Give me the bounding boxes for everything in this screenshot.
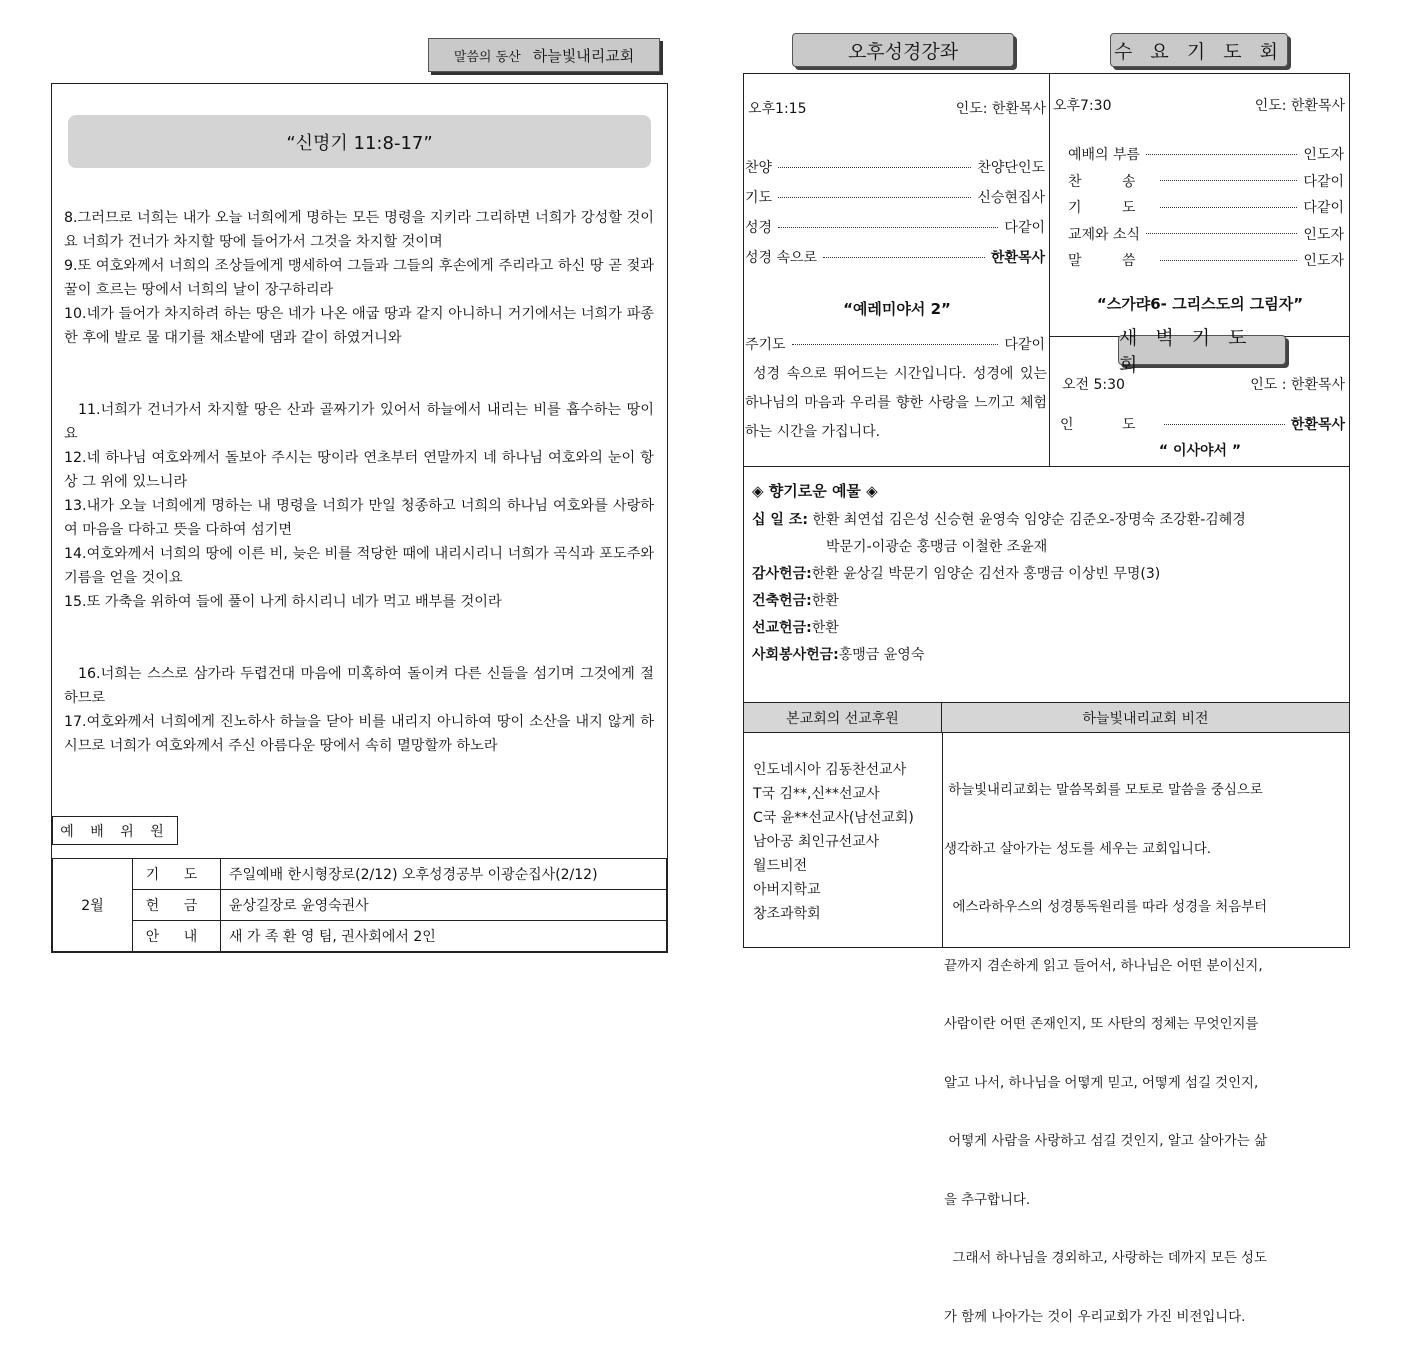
list-item <box>1068 168 1344 195</box>
worship-value: 새 가 족 환 영 팀, 권사회에서 2인 <box>221 921 667 952</box>
offering-names: 한환 <box>811 593 839 609</box>
order-value: 한환목사 <box>1290 417 1345 433</box>
order-value: 다같이 <box>1303 200 1344 217</box>
offering-names: 한환 <box>811 620 839 636</box>
list-item <box>752 561 1246 588</box>
afternoon-title: 오후성경강좌 <box>792 33 1014 67</box>
order-value: 인도자 <box>1303 253 1344 270</box>
afternoon-theme: “예레미야서 2” <box>843 300 951 318</box>
worship-committee-table <box>52 858 667 952</box>
worship-value: 윤상길장로 윤영숙권사 <box>221 890 667 921</box>
afternoon-time: 오후1:15 <box>748 101 807 117</box>
offering-type: 감사헌금: <box>752 566 812 582</box>
section-divider <box>743 466 1350 467</box>
list-item <box>745 212 1045 242</box>
verse: 17.여호와께서 너희에게 진노하사 하늘을 닫아 비를 내리지 아니하여 땅이 소산을 내지 않게 하시므로 너희가 여호와께서 주신 아름다운 땅에서 속히 멸망할까 하노라 <box>64 714 654 754</box>
list-item <box>752 588 1246 615</box>
offering-names: 한환 윤상길 박문기 임양순 김선자 홍맹금 이상빈 무명(3) <box>811 566 1161 582</box>
order-value: 인도자 <box>1303 226 1344 243</box>
list-item: 남아공 최인규선교사 <box>753 834 880 850</box>
list-item <box>1068 194 1344 221</box>
order-value: 한환목사 <box>990 250 1045 266</box>
order-value: 찬양단인도 <box>977 160 1045 176</box>
order-label: 기도 <box>745 190 773 206</box>
afternoon-description: 성경 속으로 뛰어드는 시간입니다. 성경에 있는 하나님의 마음과 우리를 향한 사랑을 느끼고 체험하는 시간을 가집니다. <box>745 366 1047 440</box>
vision-line: 생각하고 살아가는 성도를 세우는 교회입니다. <box>944 841 1212 857</box>
list-item <box>745 152 1045 182</box>
wednesday-title: 수 요 기 도 회 <box>1110 33 1288 67</box>
list-item <box>752 534 1246 561</box>
mission-vision-divider <box>942 733 943 947</box>
list-item <box>1068 221 1344 248</box>
wednesday-time: 오후7:30 <box>1053 98 1112 114</box>
mission-list <box>753 758 914 926</box>
offerings-section <box>752 478 1246 669</box>
vision-line: 어떻게 사람을 사랑하고 섬길 것인지, 알고 살아가는 삶 <box>944 1134 1267 1149</box>
order-label: 인 도 <box>1060 417 1158 433</box>
list-item <box>1068 247 1344 274</box>
verse: 15.또 가축을 위하여 들에 풀이 나게 하시리니 네가 먹고 배부를 것이라 <box>64 594 502 610</box>
verse: 11.너희가 건너가서 차지할 땅은 산과 골짜기가 있어서 하늘에서 내리는 비를 흡수하는 땅이요 <box>64 402 654 442</box>
vision-line: 끝까지 겸손하게 읽고 들어서, 하나님은 어떤 분이신지, <box>944 958 1263 974</box>
wednesday-leader: 인도: 한환목사 <box>1254 98 1345 114</box>
list-item <box>745 242 1045 272</box>
list-item <box>745 182 1045 212</box>
verse: 12.네 하나님 여호와께서 돌보아 주시는 땅이라 연초부터 연말까지 네 하나님 여호와의 눈이 항상 그 위에 있느니라 <box>64 450 654 490</box>
vision-line: 사람이란 어떤 존재인지, 또 사탄의 정체는 무엇인지를 <box>944 1017 1259 1032</box>
vision-text <box>944 742 1348 1347</box>
order-value: 다같이 <box>1004 220 1045 236</box>
list-item: 창조과학회 <box>753 906 821 922</box>
table-row <box>53 890 667 921</box>
header-church: 하늘빛내리교회 <box>532 46 635 65</box>
list-item <box>1068 141 1344 168</box>
afternoon-order <box>745 152 1045 272</box>
offering-type: 선교헌금: <box>752 620 812 636</box>
verse: 14.여호와께서 너희의 땅에 이른 비, 늦은 비를 적당한 때에 내리시리니 너희가 곡식과 포도주와 기름을 얻을 것이요 <box>64 546 654 586</box>
vision-line: 알고 나서, 하나님을 어떻게 믿고, 어떻게 섬길 것인지, <box>944 1075 1259 1091</box>
order-label: 성경 속으로 <box>745 250 818 266</box>
dawn-leader: 인도 : 한환목사 <box>1250 377 1345 393</box>
header-motto: 말씀의 동산 <box>453 49 521 65</box>
scripture-verses <box>64 206 654 758</box>
wednesday-theme: “스가랴6- 그리스도의 그림자” <box>1096 295 1304 313</box>
header-tag <box>428 38 660 72</box>
vision-line: 하늘빛내리교회는 말씀목회를 모토로 말씀을 중심으로 <box>944 783 1263 798</box>
list-item: 월드비전 <box>753 858 808 874</box>
mission-header: 본교회의 선교후원 <box>744 702 942 733</box>
offerings-title: ◈ 향기로운 예물 ◈ <box>752 482 878 500</box>
offering-type: 십 일 조: <box>752 512 808 528</box>
worship-month: 2월 <box>53 859 133 952</box>
verse: 8.그러므로 너희는 내가 오늘 너희에게 명하는 모든 명령을 지키라 그리하면 너희가 강성할 것이요 너희가 건너가 차지할 땅에 들어가서 그것을 차지할 것이며 <box>64 210 654 250</box>
dawn-theme: “ 이사야서 ” <box>1158 443 1242 459</box>
afternoon-closing <box>745 334 1045 354</box>
order-label: 주기도 <box>745 337 786 353</box>
column-divider <box>1049 73 1050 466</box>
dawn-header <box>1062 374 1345 394</box>
worship-role: 헌 금 <box>133 890 221 921</box>
list-item: C국 윤**선교사(남선교회) <box>753 810 914 826</box>
afternoon-leader: 인도: 한환목사 <box>955 101 1046 117</box>
order-value: 인도자 <box>1303 147 1344 164</box>
offering-names: 홍맹금 윤영숙 <box>838 647 925 663</box>
vision-line: 그래서 하나님을 경외하고, 사랑하는 데까지 모든 성도 <box>944 1251 1267 1266</box>
vision-line: 가 함께 나아가는 것이 우리교회가 가진 비전입니다. <box>944 1309 1246 1325</box>
order-label: 기 도 <box>1068 200 1154 217</box>
order-label: 성경 <box>745 220 773 236</box>
order-value: 다같이 <box>1303 173 1344 190</box>
wednesday-header <box>1053 95 1345 115</box>
list-item <box>752 642 1246 669</box>
afternoon-header <box>748 98 1046 118</box>
order-value: 다같이 <box>1004 337 1045 353</box>
table-row <box>53 921 667 952</box>
order-label: 교제와 소식 <box>1068 226 1141 243</box>
scripture-title: “신명기 11:8-17” <box>68 115 651 168</box>
order-label: 찬양 <box>745 160 773 176</box>
vision-header: 하늘빛내리교회 비전 <box>942 702 1349 733</box>
worship-role: 안 내 <box>133 921 221 952</box>
order-label: 말 씀 <box>1068 253 1154 270</box>
order-value: 신승현집사 <box>977 190 1045 206</box>
dawn-time: 오전 5:30 <box>1062 377 1125 393</box>
verse: 13.내가 오늘 너희에게 명하는 내 명령을 너희가 만일 청종하고 너희의 하나님 여호와를 사랑하여 마음을 다하고 뜻을 다하여 섬기면 <box>64 498 654 538</box>
dawn-order <box>1060 414 1345 434</box>
order-label: 찬 송 <box>1068 173 1154 190</box>
offering-names: 한환 최연섭 김은성 신승현 윤영숙 임양순 김준오-장명숙 조강환-김혜경 <box>812 512 1246 528</box>
list-item <box>752 507 1246 534</box>
offering-names: 박문기-이광순 홍맹금 이철한 조윤재 <box>826 539 1048 555</box>
verse: 10.네가 들어가 차지하려 하는 땅은 네가 나온 애굽 땅과 같지 아니하니 거기에서는 너희가 파종한 후에 발로 물 대기를 채소밭에 댐과 같이 하였거니와 <box>64 306 654 346</box>
vision-line: 에스라하우스의 성경통독원리를 따라 성경을 처음부터 <box>944 900 1268 915</box>
vision-line: 을 추구합니다. <box>944 1192 1031 1208</box>
wednesday-order <box>1068 141 1344 274</box>
worship-value: 주일예배 한시형장로(2/12) 오후성경공부 이광순집사(2/12) <box>221 859 667 890</box>
list-item <box>752 615 1246 642</box>
list-item: 아버지학교 <box>753 882 821 898</box>
verse: 9.또 여호와께서 너희의 조상들에게 맹세하여 그들과 그들의 후손에게 주리라고 하신 땅 곧 젖과 꿀이 흐르는 땅에서 너희의 날이 장구하리라 <box>64 258 654 298</box>
verse: 16.너희는 스스로 삼가라 두렵건대 마음에 미혹하여 돌이켜 다른 신들을 섬기며 그것에게 절하므로 <box>64 666 654 706</box>
offering-type: 사회봉사헌금: <box>752 647 839 663</box>
list-item: T국 김**,신**선교사 <box>753 786 880 802</box>
worship-committee-label: 예 배 위 원 <box>52 816 178 845</box>
table-row <box>53 859 667 890</box>
dawn-title: 새 벽 기 도 회 <box>1118 335 1286 365</box>
worship-role: 기 도 <box>133 859 221 890</box>
order-label: 예배의 부름 <box>1068 147 1141 164</box>
offering-type: 건축헌금: <box>752 593 812 609</box>
list-item: 인도네시아 김동찬선교사 <box>753 762 907 778</box>
